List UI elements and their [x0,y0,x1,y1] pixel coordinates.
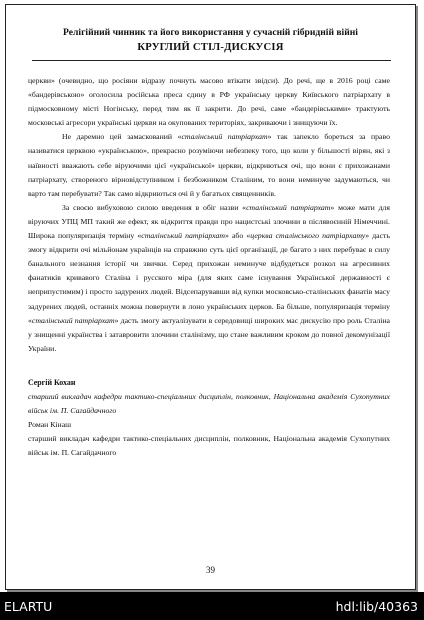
paragraph-3-emphasis-3: церква сталінського патріархату [250,231,366,241]
paragraph-2-emphasis: сталінський патріархат [181,132,268,142]
repository-name: ELARTU [4,599,53,614]
running-header-subtitle: КРУГЛИЙ СТІЛ-ДИСКУСІЯ [137,42,284,53]
paragraph-3 [28,201,390,356]
signature-2 [28,418,390,460]
paragraph-3-emphasis-2: сталінський патріархат [141,231,225,241]
handle-identifier[interactable]: hdl:lib/40363 [335,599,418,614]
paragraph-3-text-d: » дасть змогу відкрити очі мільйонам українців на справжню суть цієї організації, де багато з них перебуває в силу банального незнання історії чи звички. Серед прихожан неминуче відбудеться розкол на агресивних фанатиків кривавого Сталіна і русского міра (для яких саме існування Української державності є неприпустимим) і просто задурених людей. Відсепарувавши від купки московсько-сталінських фанатів масу задурених людей, останніх можна повернути в лоно українських церков. Ба більше, популяризація терміну « [28,231,390,325]
repository-footer-bar [0,592,424,620]
paragraph-3-emphasis-1: сталінський патріархат [246,202,331,212]
paragraph-1: церкви» (очевидно, що росіяни відразу почнуть масово втікати звідси). До речі, ще в 2016 році саме «бандерівською» оголосила російська преса єдину в РФ українську церкву Київського патріархату в підмосковному місті Ногінську, перед тим як її закрити. До речі, саме «бандерівськими» трактують московські агресори українські церкви на окупованих територіях, закриваючи і знищуючи їх. [28,76,390,128]
paragraph-3-text-e: » дасть змогу актуалізувати в середовищі широких мас дискусію про роль Сталіна у знищенні українства і затавровити злочини сталінізму, що стане важливим кроком до повної декомунізації України. [28,315,390,353]
paragraph-3-text-a: За своєю вибуховою силою введення в обіг назви « [62,202,247,212]
paragraph-3-text-c: » або « [224,231,251,241]
author-name: Сергій Кохан [28,377,76,387]
paragraph-3-emphasis-4: сталінський патріархат [31,315,115,325]
article-body [28,74,390,460]
author-affiliation: старший викладач кафедри тактико-спеціальних дисциплін, полковник, Національна академія Сухопутних військ ім. П. Сагайдачного [28,434,390,458]
signature-1 [28,376,390,418]
paragraph-3-text-b: » може мати для віруючих УПЦ МП такий же ефект, як відкриття правди про нацистські злочини в післявоєнній Німеччині. Широка популяризація терміну « [28,202,390,241]
paragraph-2 [28,130,390,200]
document-page [5,4,416,590]
author-name: Роман Кінаш [28,420,72,430]
page-number: 39 [206,565,215,575]
paragraph-2-text-a: Не даремно цей замаскований « [62,132,182,142]
paragraph-2-text-b: » так запекло бореться за право називатися церквою «українською», прекрасно розуміючи небезпеку того, що коли у більшості вірян, які з наївності вважають себе віруючими цієї «української» церкви, відкриються очі, що вони є прихожанами патріархату, створеного вірновідступником і безбожником Сталіним, то вони неминуче задумаються, чи варто там перебувати? Так само відкриються очі й у багатьох священників. [28,132,390,198]
author-affiliation: старший викладач кафедри тактико-спеціальних дисциплін, полковник, Національна академія Сухопутних військ ім. П. Сагайдачного [28,391,390,416]
header-rule [32,60,391,61]
running-header-title: Релігійний чинник та його використання у сучасній гібридній війні [63,27,358,38]
